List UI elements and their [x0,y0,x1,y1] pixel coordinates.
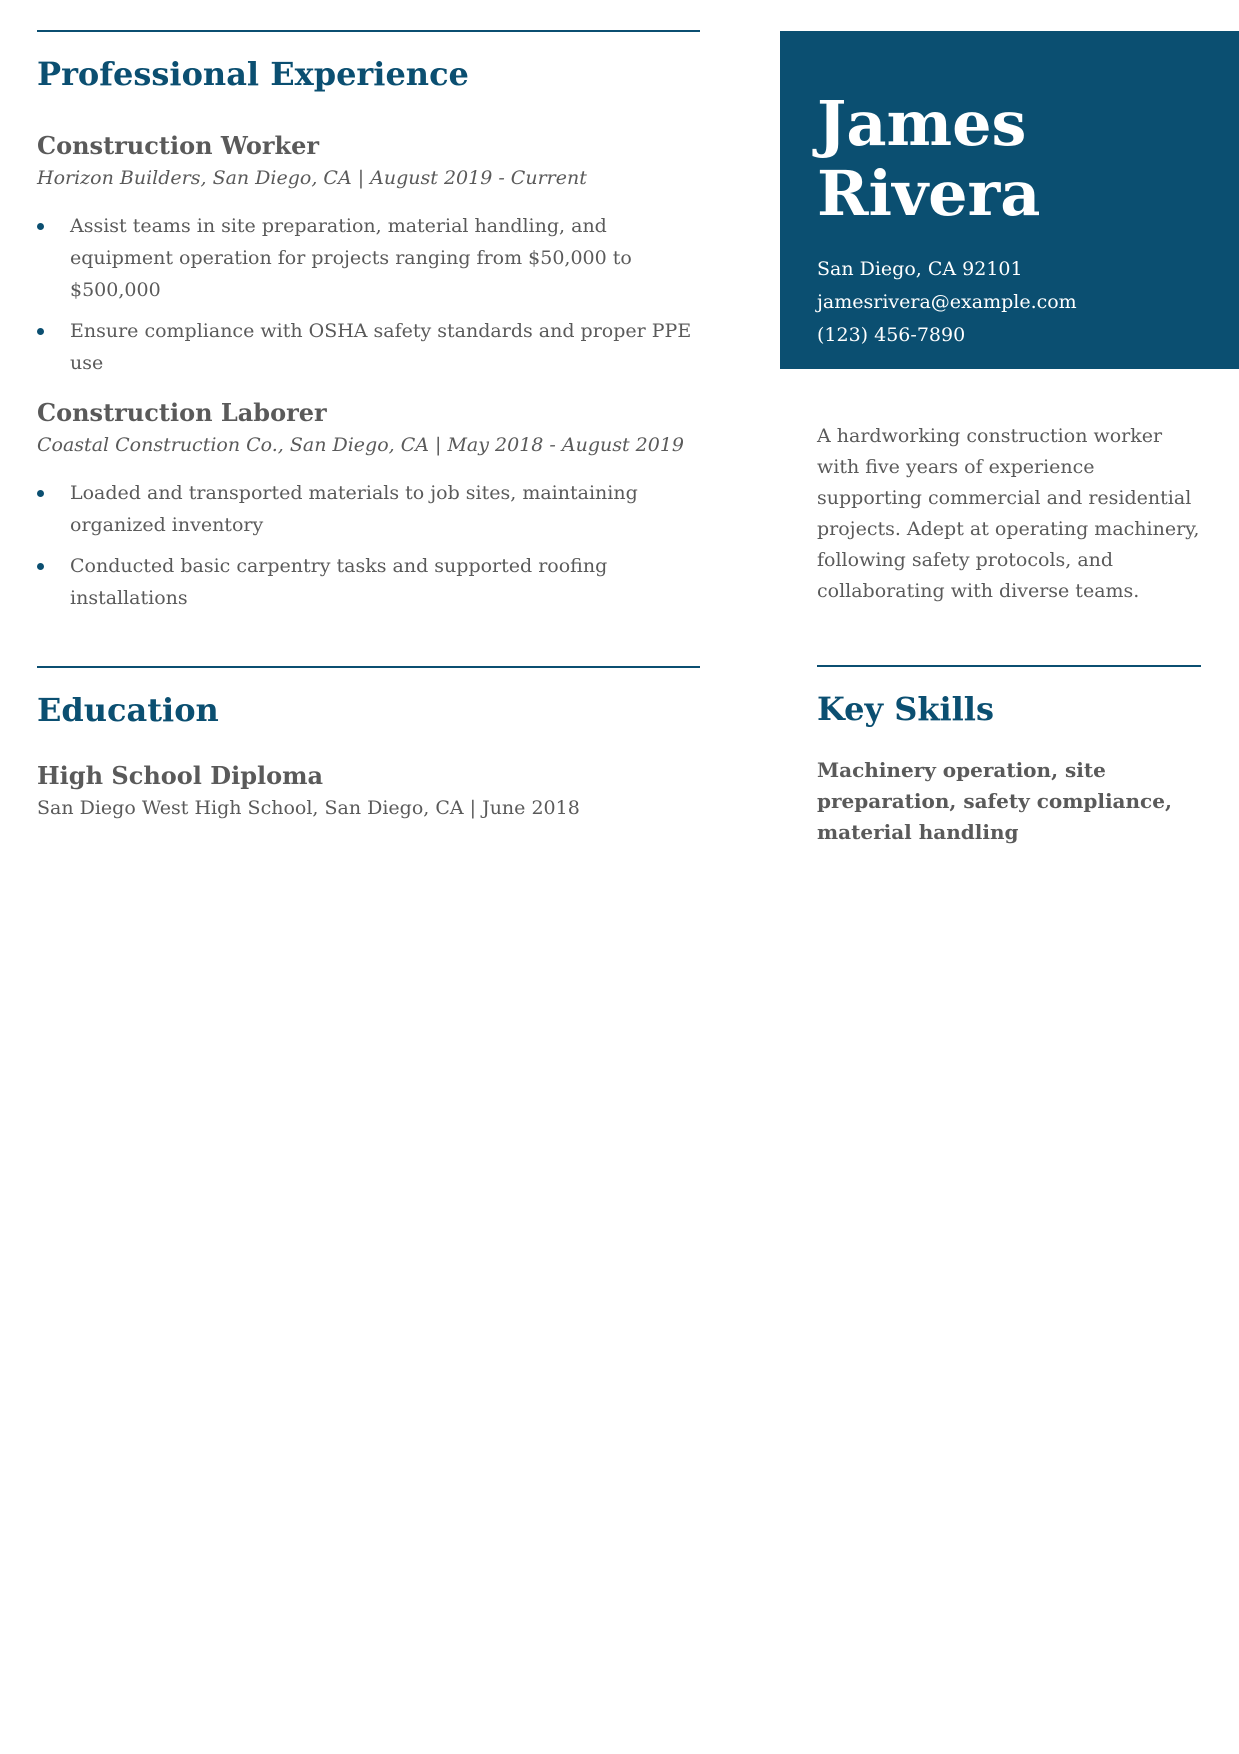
education-heading: Education [37,691,219,729]
bullet-text: Conducted basic carpentry tasks and supported roofing installations [70,555,608,609]
contact-info [817,253,1202,352]
first-name: James [817,87,1027,160]
bullet-item [37,477,700,541]
skills-heading: Key Skills [817,690,994,728]
job-entry [37,130,700,379]
contact-email[interactable]: jamesrivera@example.com [817,291,1077,313]
skills-section [780,665,1238,848]
job-title: Construction Laborer [37,398,327,427]
main-column [37,30,700,822]
profile-summary: A hardworking construction worker with five years of experience supporting commercial and residential projects. Adept at operating machinery, following safety protocols, and collaborating with diverse teams. [817,425,1200,602]
education-section [37,666,700,822]
bullet-text: Ensure compliance with OSHA safety standards and proper PPE use [70,320,692,374]
sidebar-column [780,31,1239,848]
experience-heading: Professional Experience [37,55,469,93]
bullet-text: Assist teams in site preparation, material handling, and equipment operation for projects ranging from $50,000 to $500,000 [70,215,632,301]
bullet-item [37,315,700,379]
job-bullets [37,477,700,614]
job-entry [37,397,700,614]
name-header [780,31,1239,369]
bullet-icon [37,223,44,230]
education-entry [37,760,700,822]
skills-list: Machinery operation, site preparation, safety compliance, material handling [817,758,1172,844]
bullet-item [37,550,700,614]
education-details: San Diego West High School, San Diego, CA | June 2018 [37,797,580,819]
job-bullets [37,210,700,379]
bullet-icon [37,490,44,497]
contact-location: San Diego, CA 92101 [817,258,1023,280]
bullet-icon [37,328,44,335]
experience-section [37,30,700,614]
bullet-icon [37,563,44,570]
section-divider [37,30,700,32]
contact-phone[interactable]: (123) 456-7890 [817,324,966,346]
bullet-text: Loaded and transported materials to job sites, maintaining organized inventory [70,482,638,536]
degree-title: High School Diploma [37,761,324,790]
last-name: Rivera [817,157,1041,230]
section-divider [37,666,700,668]
candidate-name [817,89,1202,229]
job-meta: Coastal Construction Co., San Diego, CA | May 2018 - August 2019 [37,434,685,456]
bullet-item [37,210,700,306]
job-title: Construction Worker [37,131,320,160]
section-divider [817,665,1201,667]
job-meta: Horizon Builders, San Diego, CA | August 2019 - Current [37,167,587,189]
